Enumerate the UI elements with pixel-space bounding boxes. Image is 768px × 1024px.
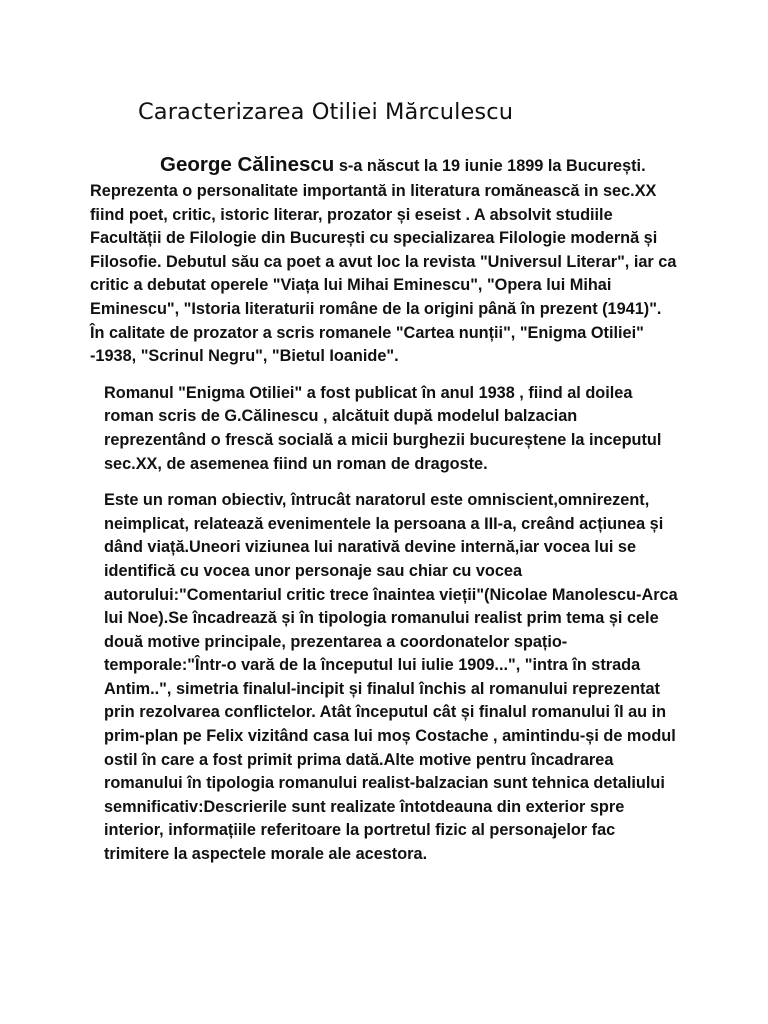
paragraph-biography (90, 150, 680, 369)
paragraph-biography-text: s-a născut la 19 iunie 1899 la București. Reprezenta o personalitate importantă in literatura romănească in sec.XX fiind poet, critic, istoric literar, prozator și eseist . A absolvit studiile Facultății de Filologie din București cu specializarea Filologie modernă și Filosofie. Debutul său ca poet a avut loc la revista "Universul Literar", iar ca critic a debutat operele "Viața lui Mihai Eminescu", "Opera lui Mihai Eminescu", "Istoria literaturii române de la origini până în prezent (1941)". În calitate de prozator a scris romanele "Cartea nunții", "Enigma Otiliei" -1938, "Scrinul Negru", "Bietul Ioanide". (90, 157, 677, 366)
author-name: George Călinescu (160, 153, 335, 176)
paragraph-novel-publication: Romanul "Enigma Otiliei" a fost publicat în anul 1938 , fiind al doilea roman scris de G.Călinescu , alcătuit după modelul balzacian reprezentând o frescă socială a micii burghezii bucureștene la inceputul sec.XX, de asemenea fiind un roman de dragoste. (104, 383, 662, 473)
page-title: Caracterizarea Otiliei Mărculescu (138, 99, 514, 125)
paragraph-novel-analysis: Este un roman obiectiv, întrucât naratorul este omniscient,omnirezent, neimplicat, relatează evenimentele la persoana a III-a, creând acțiunea și dând viață.Uneori viziunea lui narativă devine internă,iar vocea lui se identifică cu vocea unor personaje sau chiar cu vocea autorului:"Comentariul critic trece înaintea vieții"(Nicolae Manolescu-Arca lui Noe).Se încadrează și în tipologia romanului realist prim tema și cele două motive principale, prezentarea a coordonatelor spațio-temporale:"Într-o vară de la începutul lui iulie 1909...", "intra în strada Antim..", simetria finalul-incipit și finalul închis al romanului reprezentat prin rezolvarea conflictelor. Atât începutul cât și finalul romanului îl au in prim-plan pe Felix vizitând casa lui moș Costache , amintindu-și de modul ostil în care a fost primit prima dată.Alte motive pentru încadrarea romanului în tipologia romanului realist-balzacian sunt tehnica detaliului semnificativ:Descrierile sunt realizate întotdeauna din exterior spre interior, informațiile referitoare la portretul fizic al personajelor fac trimitere la aspectele morale ale acestora. (104, 491, 678, 864)
document-body (90, 150, 680, 867)
